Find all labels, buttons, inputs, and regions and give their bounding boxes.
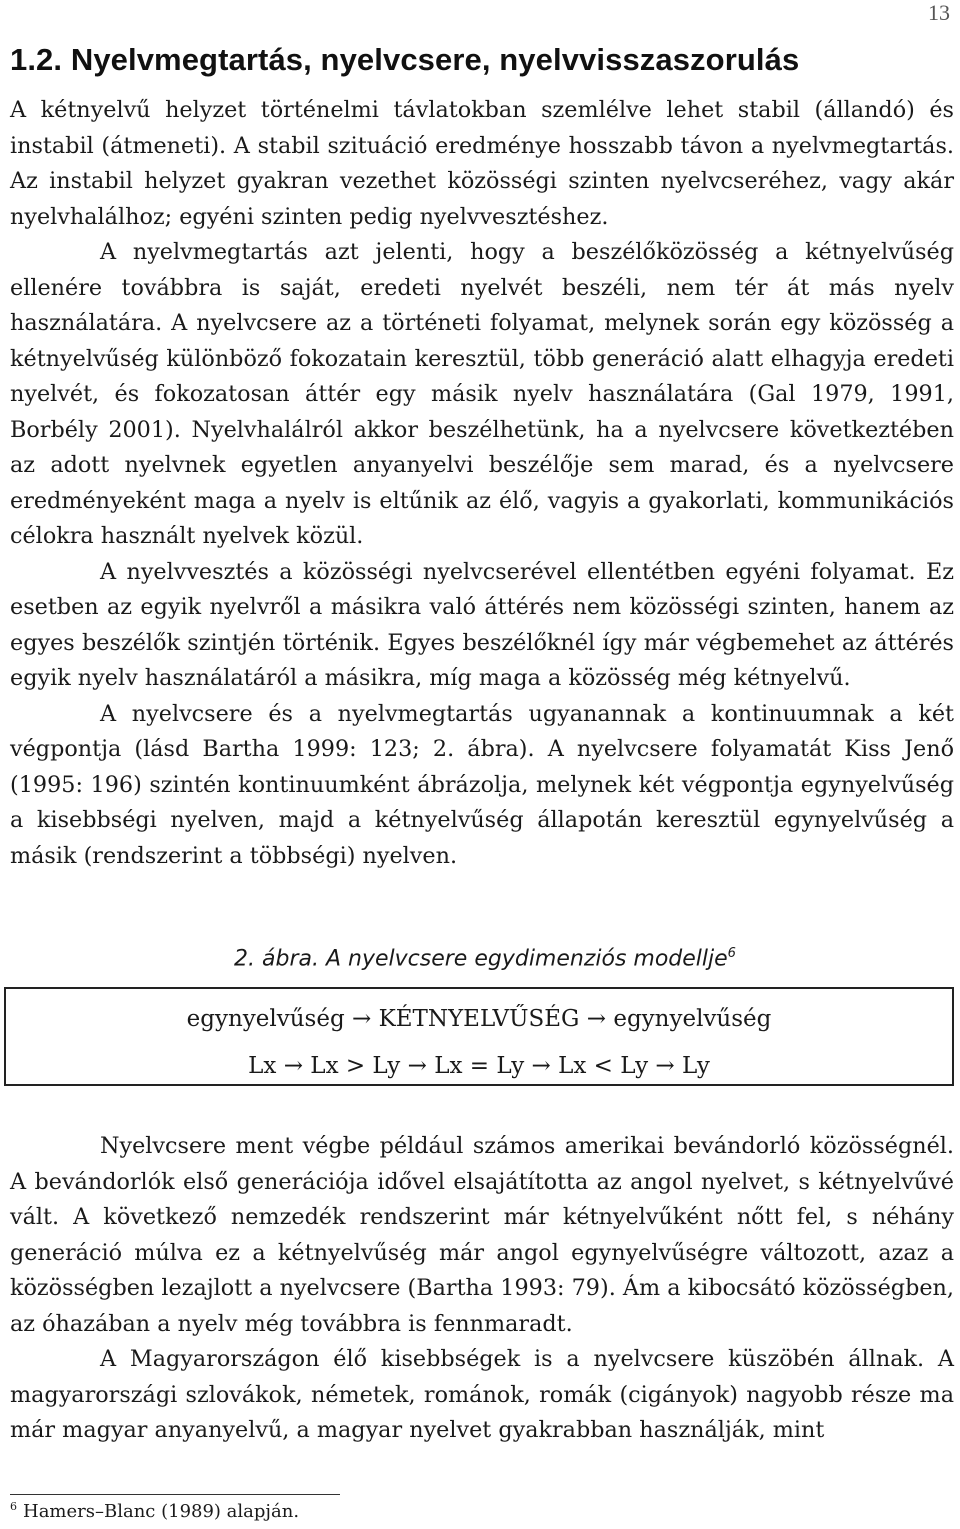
section-heading [10, 42, 799, 78]
paragraph: Nyelvcsere ment végbe például számos amerikai bevándorló közösségnél. A bevándorlók első generációja idővel elsajátította az angol nyelvet, s kétnyelvűvé vált. A következő nemzedék rendszerint már kétnyelvűként nőtt fel, s néhány generáció múlva ez a kétnyelvűség már angol egynyelvűségre változott, azaz a közösségben lezajlott a nyelvcsere (Bartha 1993: 79). Ám a kibocsátó közösségben, az óhazában a nyelv még továbbra is fennmaradt. [10, 1133, 954, 1337]
body-text-after-figure [10, 1129, 954, 1449]
page-number: 13 [928, 0, 950, 25]
section-number: 1.2. [10, 42, 63, 77]
figure-model-box [4, 987, 954, 1086]
paragraph: A Magyarországon élő kisebbségek is a nyelvcsere küszöbén állnak. A magyarországi szlovákok, németek, románok, romák (cigányok) nagyobb része ma már magyar anyanyelvű, a magyar nyelvet gyakrabban használják, mint [10, 1346, 954, 1443]
figure-row-languages: egynyelvűség → KÉTNYELVŰSÉG → egynyelvűség [186, 1006, 772, 1032]
paragraph: A nyelvvesztés a közösségi nyelvcserével ellentétben egyéni folyamat. Ez esetben az egyik nyelvről a másikra való áttérés nem közösségi szinten, hanem az egyes beszélők szintjén történik. Egyes beszélőknél így már végbemehet az áttérés egyik nyelv használatáról a másikra, míg maga a közösség még kétnyelvű. [10, 558, 954, 691]
paragraph: A kétnyelvű helyzet történelmi távlatokban szemlélve lehet stabil (állandó) és instabil (átmeneti). A stabil szituáció eredménye hosszabb távon a nyelvmegtartás. Az instabil helyzet gyakran vezethet közösségi szinten nyelvcseréhez, vagy akár nyelvhalálhoz; egyéni szinten pedig nyelvvesztéshez. [10, 97, 954, 230]
body-text-before-figure [10, 93, 954, 874]
figure-caption [0, 946, 960, 971]
footnote-reference[interactable]: 6 [727, 946, 736, 961]
paragraph: A nyelvcsere és a nyelvmegtartás ugyanannak a kontinuumnak a két végpontja (lásd Bartha 1999: 123; 2. ábra). A nyelvcsere folyamatát Kiss Jenő (1995: 196) szintén kontinuumként ábrázolja, melynek két végpontja egynyelvűség a kisebbségi nyelven, majd a kétnyelvűség állapotán keresztül egynyelvűség a másik (rendszerint a többségi) nyelven. [10, 700, 954, 869]
footnote-text: Hamers–Blanc (1989) alapján. [23, 1501, 300, 1522]
paragraph: A nyelvmegtartás azt jelenti, hogy a beszélőközösség a kétnyelvűség ellenére továbbra is saját, eredeti nyelvét beszéli, nem tér át más nyelv használatára. A nyelvcsere az a történeti folyamat, melynek során egy közösség a kétnyelvűség különböző fokozatain keresztül, több generáció alatt elhagyja eredeti nyelvét, és fokozatosan áttér egy másik nyelv használatára (Gal 1979, 1991, Borbély 2001). Nyelvhalálról akkor beszélhetünk, ha a nyelvcsere következtében az adott nyelvnek egyetlen anyanyelvi beszélője sem marad, és a nyelvcsere eredményeként maga a nyelv is eltűnik az élő, vagyis a gyakorlati, kommunikációs célokra használt nyelvek közül. [10, 239, 954, 549]
footnote-divider [10, 1494, 340, 1495]
figure-row-formula: Lx → Lx > Ly → Lx = Ly → Lx < Ly → Ly [248, 1053, 710, 1079]
footnote-mark: 6 [10, 1500, 17, 1513]
footnote [10, 1500, 299, 1522]
figure-caption-text: 2. ábra. A nyelvcsere egydimenziós modellje [234, 946, 728, 972]
section-title: Nyelvmegtartás, nyelvcsere, nyelvvisszaszorulás [70, 42, 800, 77]
